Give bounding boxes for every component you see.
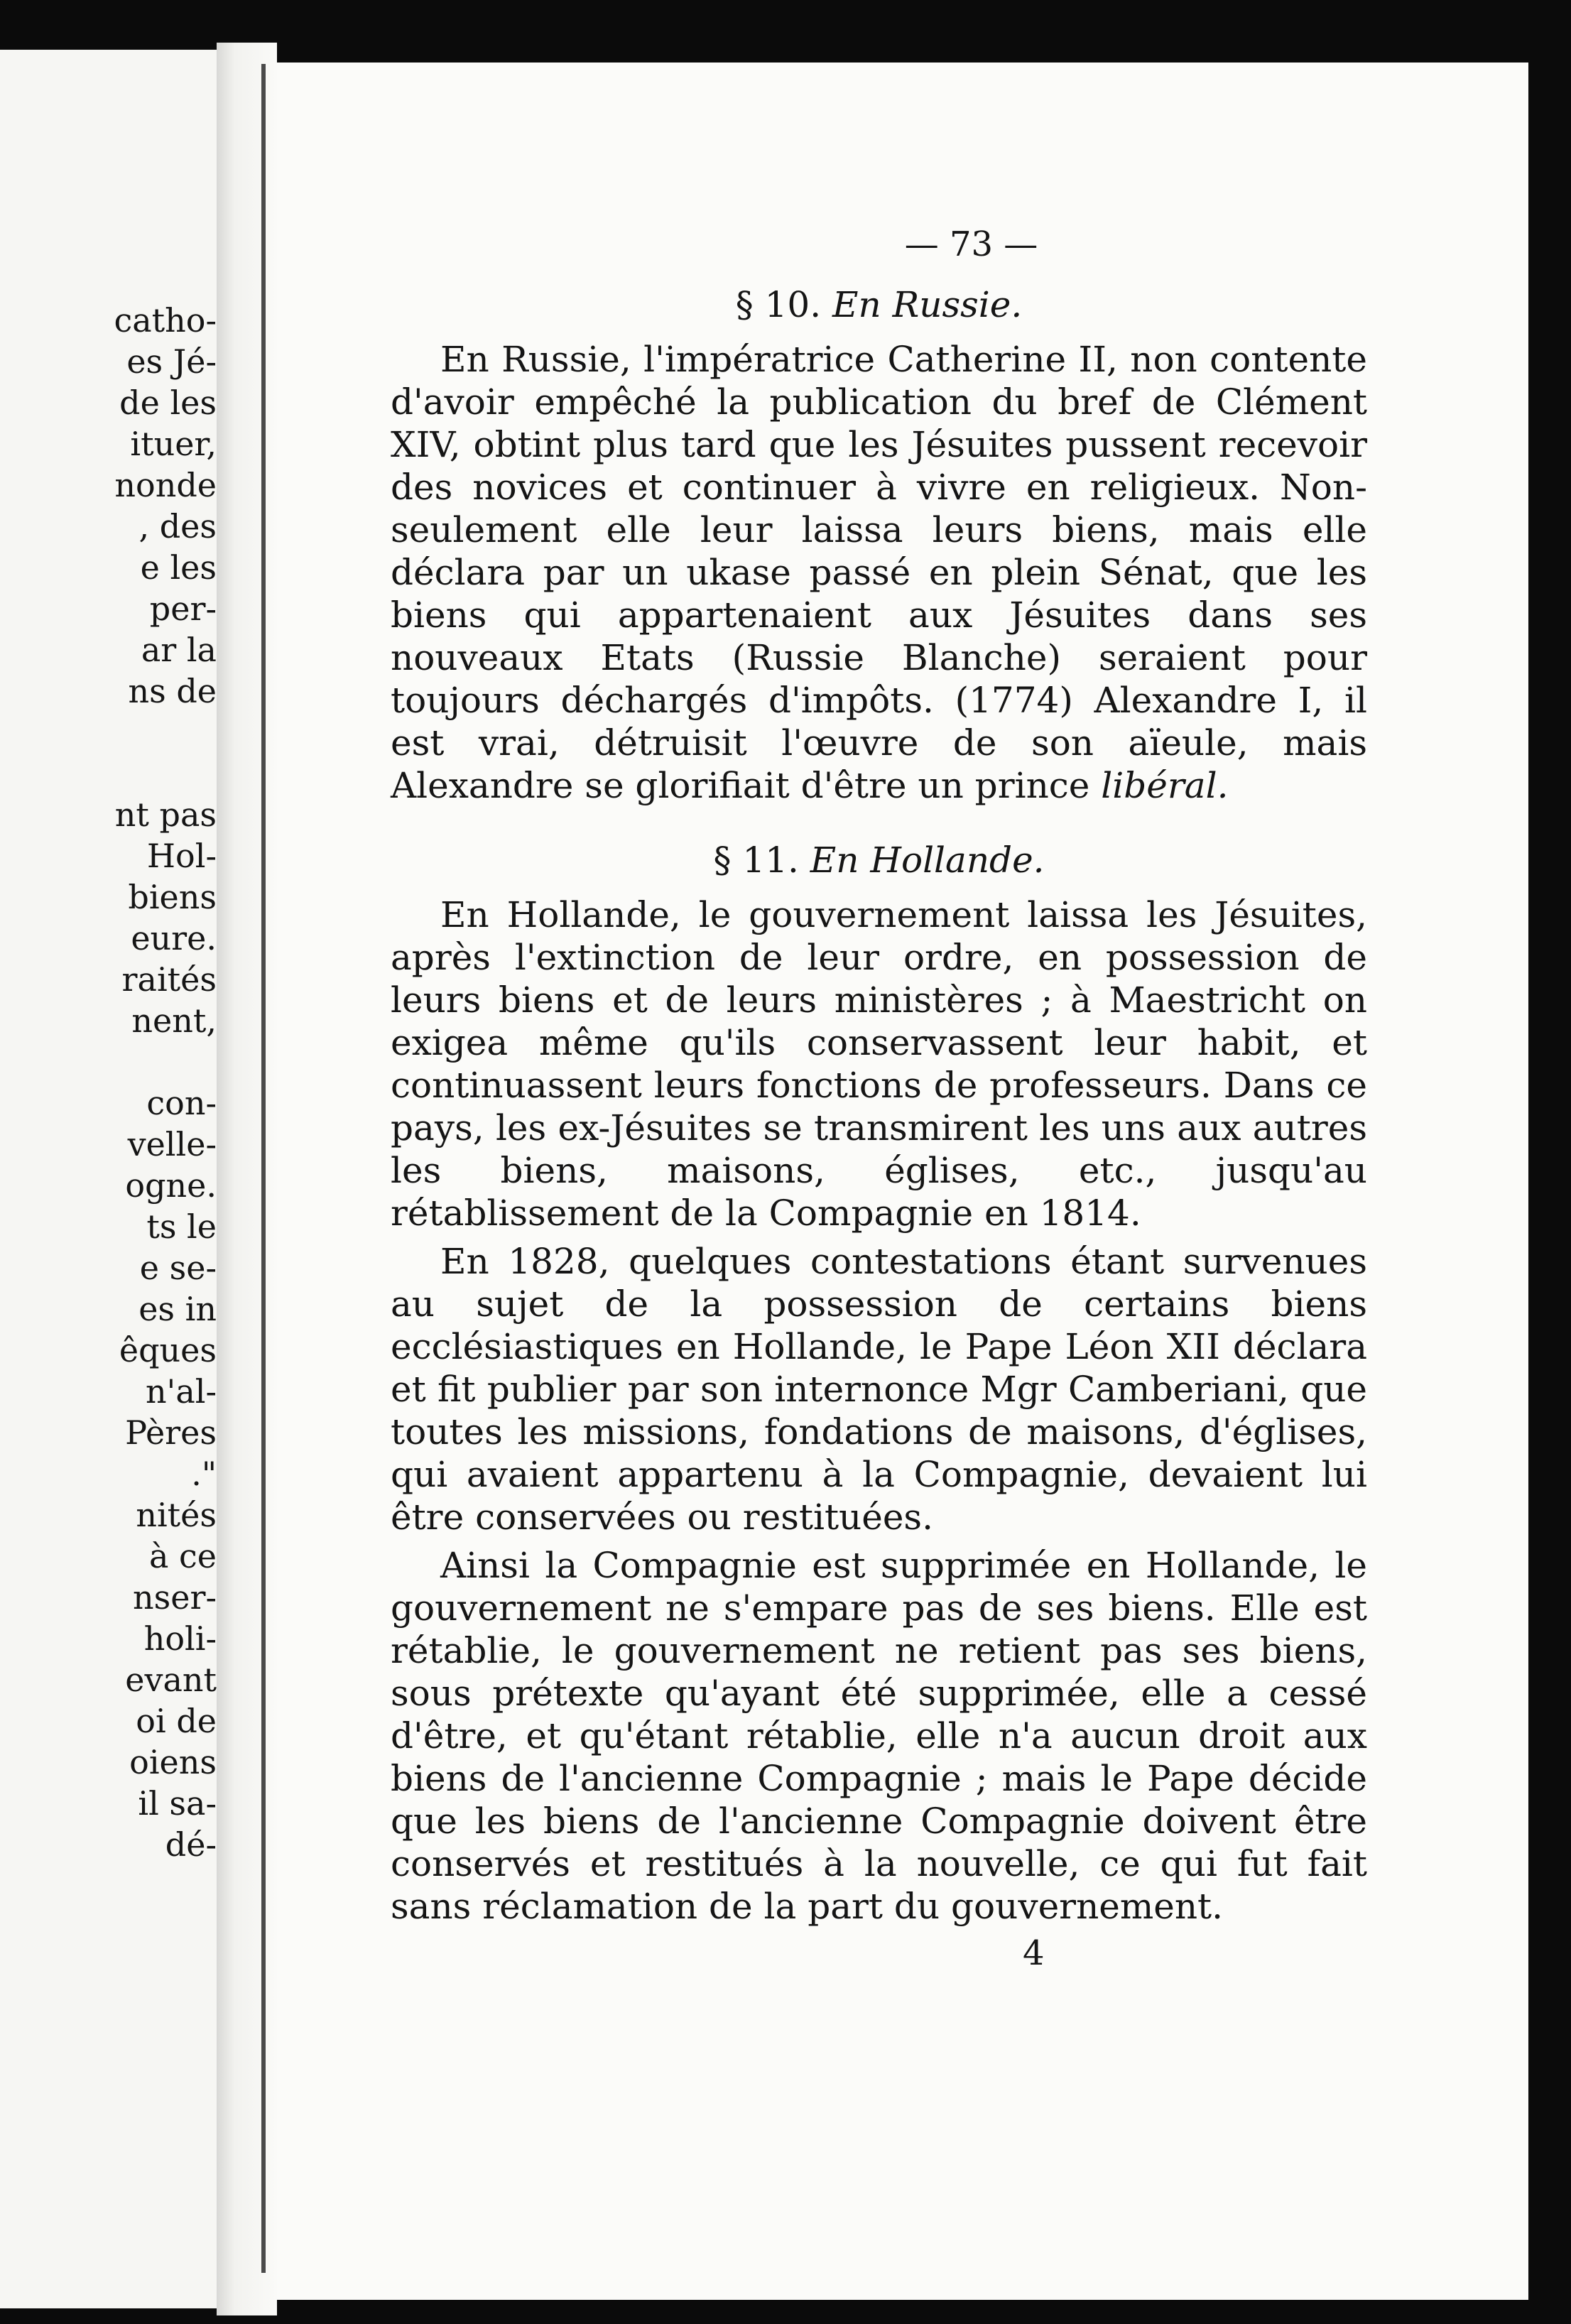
left-page-line: êques (119, 1331, 217, 1369)
left-page-line: ituer, (130, 425, 217, 463)
left-page-line: nent, (131, 1001, 217, 1040)
left-page-line: biens (128, 878, 217, 916)
left-page-line: ogne. (125, 1166, 217, 1205)
left-page-line: de les (119, 384, 217, 422)
left-page-line: Pères (125, 1413, 217, 1452)
section-heading-russia (391, 284, 1367, 325)
left-page-line: il sa- (138, 1784, 217, 1823)
left-page-line: dé- (165, 1825, 217, 1864)
signature-mark: 4 (1023, 1933, 1045, 1973)
section-title: En Hollande. (810, 840, 1045, 881)
left-page-line: es in (138, 1290, 217, 1328)
left-page-line: raités (121, 960, 217, 999)
left-page-line: velle- (127, 1125, 217, 1163)
right-page (277, 63, 1528, 2300)
left-page-line: nt pas (114, 796, 217, 834)
spine-edge (261, 64, 266, 2273)
paragraph-holland-3: Ainsi la Compagnie est supprimée en Hollande, le gouvernement ne s'empare pas de ses biens. Elle est rétablie, le gouvernement ne retient pas ses biens, sous prétexte qu'ayant été supprimée, elle a cessé d'être, et qu'étant rétablie, elle n'a aucun droit aux biens de l'ancienne Compagnie ; mais le Pape décide que les biens de l'ancienne Compagnie doivent être conservés et restitués à la nouvelle, ce qui fut fait sans réclamation de la part du gouvernement. (391, 1545, 1367, 1927)
left-page-line: à ce (148, 1537, 217, 1575)
section-heading-holland (391, 840, 1367, 881)
left-page-line: eure. (131, 919, 217, 957)
left-page-line: ar la (141, 631, 217, 669)
left-page-line: ." (191, 1455, 217, 1493)
paragraph-holland-1: En Hollande, le gouvernement laissa les Jésuites, après l'extinction de leur ordre, en possession de leurs biens et de leurs ministères ; à Maestricht on exigea même qu'ils conservassent leur habit, et continuassent leurs fonctions de professeurs. Dans ce pays, les ex-Jésuites se transmirent les uns aux autres les biens, maisons, églises, etc., jusqu'au rétablissement de la Compagnie en 1814. (391, 894, 1367, 1234)
book-spine (217, 43, 277, 2315)
italic-word: libéral. (1101, 765, 1229, 806)
page-body (391, 224, 1367, 1973)
left-page-line: e les (140, 548, 217, 587)
left-page-line: nser- (133, 1578, 217, 1617)
section-title: En Russie. (832, 284, 1023, 325)
left-page-line: holi- (143, 1619, 217, 1658)
left-page-line: es Jé- (126, 342, 217, 381)
paragraph-holland-2: En 1828, quelques contestations étant survenues au sujet de la possession de certains biens ecclésiastiques en Hollande, le Pape Léon XII déclara et fit publier par son internonce Mgr Camberiani, que toutes les missions, fondations de maisons, d'églises, qui avaient appartenu à la Compagnie, devaient lui être conservées ou restituées. (391, 1241, 1367, 1538)
section-number: § 11. (713, 840, 799, 881)
paragraph-text: En Russie, l'impératrice Catherine II, non contente d'avoir empêché la publication du bref de Clément XIV, obtint plus tard que les Jésuites pussent recevoir des novices et continuer à vivre en religieux. Non-seulement elle leur laissa leurs biens, mais elle déclara par un ukase passé en plein Sénat, que les biens qui appartenaient aux Jésuites dans ses nouveaux Etats (Russie Blanche) seraient pour toujours déchargés d'impôts. (1774) Alexandre I, il est vrai, détruisit l'œuvre de son aïeule, mais Alexandre se glorifiait d'être un prince (391, 339, 1367, 806)
left-page-line: Hol- (146, 837, 217, 875)
left-page-line: oiens (129, 1743, 217, 1781)
left-page-line: catho- (114, 301, 217, 340)
left-page-line: con- (146, 1084, 217, 1122)
left-page-line: e se- (139, 1249, 217, 1287)
left-page-line: evant (125, 1661, 217, 1699)
page-number: — 73 — (904, 224, 1038, 264)
left-page-line: per- (149, 590, 217, 628)
left-page-fragment (0, 50, 217, 2308)
left-page-line: nités (136, 1496, 217, 1534)
left-page-line: ns de (128, 672, 217, 710)
left-page-line: n'al- (146, 1372, 217, 1411)
left-page-line: ts le (146, 1207, 217, 1246)
section-number: § 10. (735, 284, 822, 325)
left-page-line: nonde (114, 466, 217, 504)
left-page-line: , des (138, 507, 217, 545)
paragraph-russia (391, 338, 1367, 807)
left-page-line: oi de (136, 1702, 217, 1740)
